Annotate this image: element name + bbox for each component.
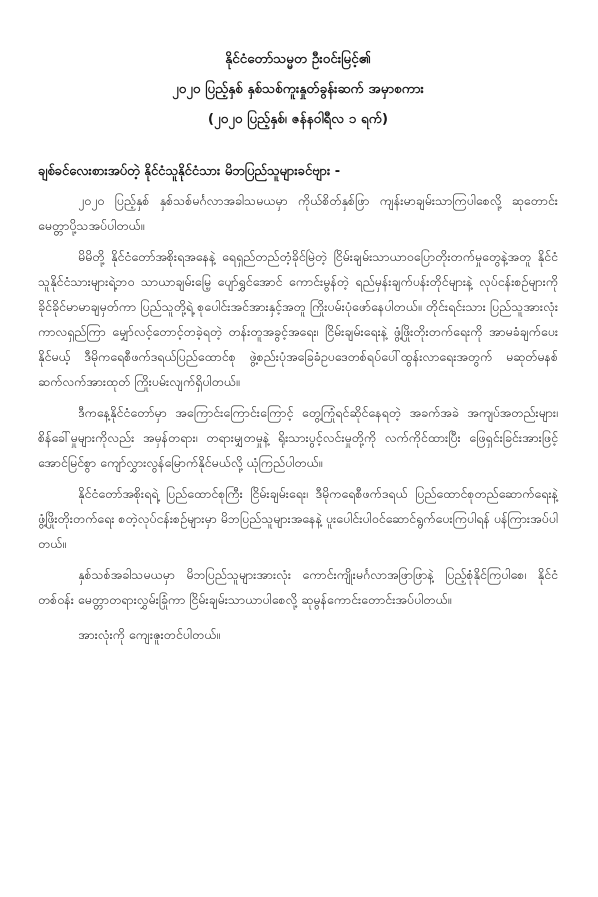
paragraph-1: ၂၀၂၀ ပြည့်နှစ် နှစ်သစ်မင်္ဂလာအခါသမယမှာ ကိုယ်စိတ်နှစ်ဖြာ ကျန်းမာချမ်းသာကြပါစေလို့ ဆုတောင်းမေတ္တာပို့သအပ်ပါတယ်။	[38, 193, 558, 233]
header-title-line-1: နိုင်ငံတော်သမ္မတ ဦးဝင်းမြင့်၏	[225, 51, 371, 67]
header-date-line: (၂၀၂၀ ပြည့်နှစ်၊ ဇန်နဝါရီလ ၁ ရက်)	[207, 111, 389, 127]
statement-header	[38, 44, 558, 134]
salutation: ချစ်ခင်လေးစားအပ်တဲ့ နိုင်ငံသူနိုင်ငံသား မိဘပြည်သူများခင်ဗျား -	[38, 164, 341, 179]
paragraph-3: ဒီကနေ့နိုင်ငံတော်မှာ အကြောင်းကြောင်းကြောင့် တွေ့ကြုံရင်ဆိုင်နေရတဲ့ အခက်အခဲ အကျပ်အတည်းများ၊ စိန်ခေါ်မှုများကိုလည်း အမှန်တရား၊ တရားမျှတမှုနဲ့ ရိုးသားပွင့်လင်းမှုတို့ကို လက်ကိုင်ထားပြီး ဖြေရှင်းခြင်းအားဖြင့် အောင်မြင်စွာ ကျော်လွှားလွန်မြောက်နိုင်မယ်လို့ ယုံကြည်ပါတယ်။	[38, 405, 558, 470]
paragraph-5: နှစ်သစ်အခါသမယမှာ မိဘပြည်သူများအားလုံး ကောင်းကျိုးမင်္ဂလာအဖြာဖြာနဲ့ ပြည့်စုံနိုင်ကြပါစေ၊ နိုင်ငံတစ်ဝန်း မေတ္တာတရားလွှမ်းခြုံကာ ငြိမ်းချမ်းသာယာပါစေလို့ ဆုမွန်ကောင်းတောင်းအပ်ပါတယ်။	[38, 567, 558, 607]
header-title-line-2: ၂၀၂၀ ပြည့်နှစ် နှစ်သစ်ကူးနှုတ်ခွန်းဆက် အမှာစကား	[172, 81, 424, 97]
paragraph-4: နိုင်ငံတော်အစိုးရရဲ့ ပြည်ထောင်စုကြီး ငြိမ်းချမ်းရေး၊ ဒီမိုကရေစီဖက်ဒရယ် ပြည်ထောင်စုတည်ဆောက်ရေးနဲ့ ဖွံ့ဖြိုးတိုးတက်ရေး စတဲ့လုပ်ငန်းစဉ်များမှာ မိဘပြည်သူများအနေနဲ့ ပူးပေါင်းပါဝင်ဆောင်ရွက်ပေးကြပါရန် ပန်ကြားအပ်ပါတယ်။	[38, 486, 558, 551]
paragraph-2: မိမိတို့ နိုင်ငံတော်အစိုးရအနေနဲ့ ရေရှည်တည်တံ့ခိုင်မြဲတဲ့ ငြိမ်းချမ်းသာယာဝပြောတိုးတက်မှုတွေနဲ့အတူ နိုင်ငံသူနိုင်ငံသားများရဲ့ဘဝ သာယာချမ်းမြေ့ ပျော်ရွှင်အောင် ကောင်းမွန်တဲ့ ရည်မှန်းချက်ပန်းတိုင်များနဲ့ လုပ်ငန်းစဉ်များကို ခိုင်ခိုင်မာမာချမှတ်ကာ ပြည်သူတို့ရဲ့ စုပေါင်းအင်အားနှင့်အတူ ကြိုးပမ်းပုံဖော်နေပါတယ်။ တိုင်းရင်းသား ပြည်သူအားလုံး ကာလရှည်ကြာ မျှော်လင့်တောင့်တခဲ့ရတဲ့ တန်းတူအခွင့်အရေး၊ ငြိမ်းချမ်းရေးနဲ့ ဖွံ့ဖြိုးတိုးတက်ရေးကို အာမခံချက်ပေးနိုင်မယ့် ဒီမိုကရေစီဖက်ဒရယ်ပြည်ထောင်စု ဖွဲ့စည်းပုံအခြေခံဥပဒေတစ်ရပ်ပေါ်ထွန်းလာရေးအတွက် မဆုတ်မနစ် ဆက်လက်အားထုတ် ကြိုးပမ်းလျက်ရှိပါတယ်။	[38, 249, 558, 389]
closing-line: အားလုံးကို ကျေးဇူးတင်ပါတယ်။	[78, 627, 221, 642]
